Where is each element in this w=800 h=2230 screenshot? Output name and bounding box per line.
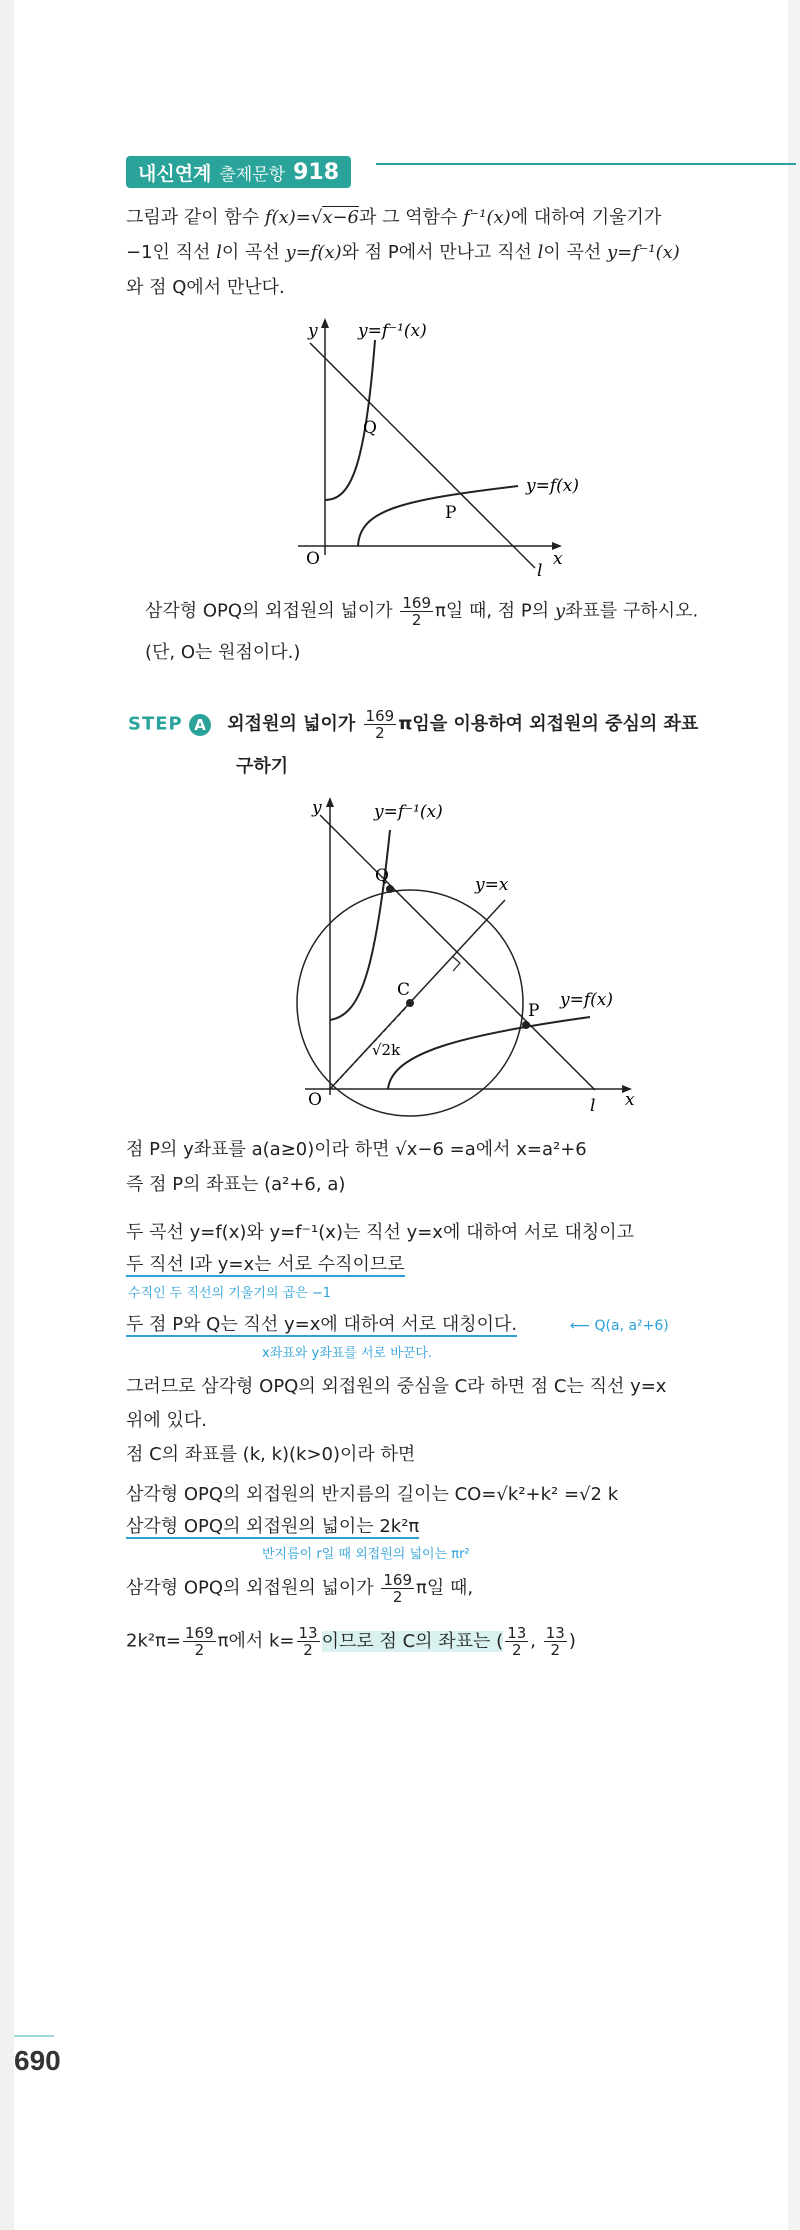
solution-line-2: 즉 점 P의 좌표는 (a²+6, a) bbox=[126, 1174, 346, 1195]
label-Q: Q bbox=[375, 866, 389, 886]
y-axis-arrow bbox=[321, 318, 329, 328]
solution-text: ) bbox=[568, 1630, 576, 1652]
problem-line-3: 와 점 Q에서 만난다. bbox=[126, 277, 285, 298]
question-note: (단, O는 원점이다.) bbox=[145, 642, 301, 663]
step-title: 외접원의 넓이가 bbox=[227, 713, 362, 735]
label-l: l bbox=[537, 561, 543, 581]
right-angle-mark bbox=[452, 956, 460, 971]
problem-text: 에 대하여 기울기가 bbox=[510, 207, 662, 228]
curve-finv bbox=[330, 830, 390, 1020]
frac-num: 169 bbox=[365, 707, 395, 725]
solution-line-10 bbox=[126, 1514, 419, 1540]
frac-num: 13 bbox=[545, 1624, 565, 1642]
solution-text: π일 때, bbox=[416, 1577, 474, 1599]
math-finv: f⁻¹(x) bbox=[463, 207, 511, 228]
label-f: y=f(x) bbox=[526, 476, 579, 496]
fraction bbox=[381, 1572, 414, 1605]
label-finv: y=f⁻¹(x) bbox=[374, 802, 443, 822]
problem-text: 이 곡선 bbox=[543, 242, 607, 263]
point-Q bbox=[386, 885, 394, 893]
frac-den: 2 bbox=[392, 1588, 403, 1606]
math-l: l bbox=[216, 242, 222, 263]
step-a-heading bbox=[128, 708, 698, 741]
problem-text: −1인 직선 bbox=[126, 242, 217, 263]
badge-main: 내신연계 bbox=[138, 162, 212, 185]
note-Q-coords: ⟵ Q(a, a²+6) bbox=[570, 1318, 669, 1334]
solution-text: π에서 k= bbox=[217, 1630, 295, 1652]
solution-line-6: 그러므로 삼각형 OPQ의 외접원의 중심을 C라 하면 점 C는 직선 y=x bbox=[126, 1376, 667, 1397]
problem-line-2 bbox=[126, 240, 680, 266]
badge-sub: 출제문항 bbox=[219, 164, 286, 185]
highlight-text: 이므로 점 C의 좌표는 ( bbox=[321, 1630, 504, 1652]
frac-num: 169 bbox=[185, 1624, 214, 1642]
step-title: π임을 이용하여 외접원의 중심의 좌표 bbox=[398, 713, 699, 735]
page-number-rule bbox=[14, 2035, 54, 2037]
step-label: STEP bbox=[128, 713, 183, 735]
note-swap: x좌표와 y좌표를 서로 바꾼다. bbox=[262, 1346, 433, 1361]
fraction bbox=[364, 708, 397, 741]
label-Q: Q bbox=[363, 418, 377, 438]
label-x: x bbox=[553, 549, 563, 569]
solution-line-7: 위에 있다. bbox=[126, 1410, 207, 1431]
frac-den: 2 bbox=[375, 724, 385, 742]
solution-text: , bbox=[530, 1630, 542, 1652]
fraction bbox=[183, 1625, 216, 1658]
problem-text: 과 그 역함수 bbox=[359, 207, 464, 228]
step-letter: A bbox=[189, 714, 211, 736]
label-y: y bbox=[308, 321, 318, 341]
frac-den: 2 bbox=[411, 611, 422, 629]
solution-line-12 bbox=[126, 1625, 576, 1658]
header-rule bbox=[376, 163, 796, 165]
math-l: l bbox=[537, 242, 544, 263]
fraction bbox=[544, 1625, 567, 1658]
underlined-text: 두 직선 l과 y=x는 서로 수직이므로 bbox=[126, 1254, 405, 1275]
solution-text: 2k²π= bbox=[126, 1630, 182, 1652]
label-O: O bbox=[306, 549, 320, 569]
underlined-text: 삼각형 OPQ의 외접원의 넓이는 2k²π bbox=[126, 1516, 420, 1537]
note-area: 반지름이 r일 때 외접원의 넓이는 πr² bbox=[262, 1547, 470, 1562]
problem-text: 이 곡선 bbox=[221, 242, 286, 263]
point-P bbox=[522, 1021, 530, 1029]
sqrt-sign: √ bbox=[310, 207, 323, 228]
frac-den: 2 bbox=[511, 1641, 522, 1659]
solution-line-11 bbox=[126, 1572, 473, 1605]
page-edge-left bbox=[0, 0, 14, 2230]
label-P: P bbox=[445, 503, 457, 523]
question-text: 좌표를 구하시오. bbox=[565, 600, 699, 622]
step-a-heading-2: 구하기 bbox=[236, 756, 289, 777]
y-axis-arrow bbox=[326, 797, 334, 807]
label-P: P bbox=[528, 1001, 540, 1021]
frac-num: 169 bbox=[402, 594, 431, 612]
question-line bbox=[145, 595, 698, 628]
question-text: 삼각형 OPQ의 외접원의 넓이가 bbox=[145, 600, 399, 622]
solution-line-9: 삼각형 OPQ의 외접원의 반지름의 길이는 CO=√k²+k² =√2 k bbox=[126, 1484, 619, 1505]
curve-f bbox=[358, 486, 518, 546]
fraction bbox=[505, 1625, 528, 1658]
point-C bbox=[406, 999, 414, 1007]
label-O: O bbox=[308, 1090, 322, 1110]
solution-text: 삼각형 OPQ의 외접원의 넓이가 bbox=[126, 1577, 380, 1599]
line-l bbox=[320, 815, 595, 1090]
label-finv: y=f⁻¹(x) bbox=[358, 321, 427, 341]
solution-line-4 bbox=[126, 1252, 405, 1278]
frac-num: 13 bbox=[298, 1624, 318, 1642]
problem-text: 그림과 같이 함수 bbox=[126, 207, 265, 228]
frac-den: 2 bbox=[194, 1641, 205, 1659]
badge-number: 918 bbox=[293, 159, 340, 185]
problem-line-1 bbox=[126, 205, 661, 231]
question-text: π일 때, 점 P의 bbox=[435, 600, 555, 622]
frac-den: 2 bbox=[303, 1641, 313, 1659]
solution-line-8: 점 C의 좌표를 (k, k)(k>0)이라 하면 bbox=[126, 1444, 416, 1465]
page-edge-right bbox=[788, 0, 800, 2230]
math-y: y bbox=[554, 600, 566, 622]
note-perpendicular: 수직인 두 직선의 기울기의 곱은 −1 bbox=[128, 1286, 332, 1301]
page-number: 690 bbox=[14, 2045, 61, 2076]
frac-num: 13 bbox=[507, 1624, 527, 1642]
section-badge bbox=[126, 156, 351, 188]
math-yfinv: y=f⁻¹(x) bbox=[606, 242, 680, 263]
curve-f bbox=[388, 1017, 590, 1089]
label-l: l bbox=[590, 1096, 596, 1116]
section-header bbox=[126, 150, 796, 192]
math-yf: y=f(x) bbox=[285, 242, 342, 263]
problem-text: 와 점 P에서 만나고 직선 bbox=[341, 242, 538, 263]
label-y: y bbox=[312, 798, 322, 818]
underlined-text: 두 점 P와 Q는 직선 y=x에 대하여 서로 대칭이다. bbox=[126, 1314, 518, 1335]
solution-line-1: 점 P의 y좌표를 a(a≥0)이라 하면 √x−6 =a에서 x=a²+6 bbox=[126, 1139, 587, 1160]
figure-2 bbox=[290, 785, 650, 1115]
label-y-eq-x: y=x bbox=[475, 875, 509, 895]
fraction bbox=[297, 1625, 320, 1658]
math-sqrt-arg: x−6 bbox=[322, 207, 360, 228]
fraction bbox=[400, 595, 433, 628]
label-radius: √2k bbox=[372, 1041, 401, 1059]
label-f: y=f(x) bbox=[560, 990, 613, 1010]
label-C: C bbox=[397, 980, 411, 1000]
solution-line-3: 두 곡선 y=f(x)와 y=f⁻¹(x)는 직선 y=x에 대하여 서로 대칭이고 bbox=[126, 1222, 635, 1243]
frac-num: 169 bbox=[383, 1571, 412, 1589]
line-l bbox=[310, 343, 535, 568]
label-x: x bbox=[625, 1090, 635, 1110]
frac-den: 2 bbox=[550, 1641, 561, 1659]
math-f: f(x)= bbox=[264, 207, 311, 228]
figure-1 bbox=[290, 310, 580, 581]
solution-line-5 bbox=[126, 1312, 517, 1338]
